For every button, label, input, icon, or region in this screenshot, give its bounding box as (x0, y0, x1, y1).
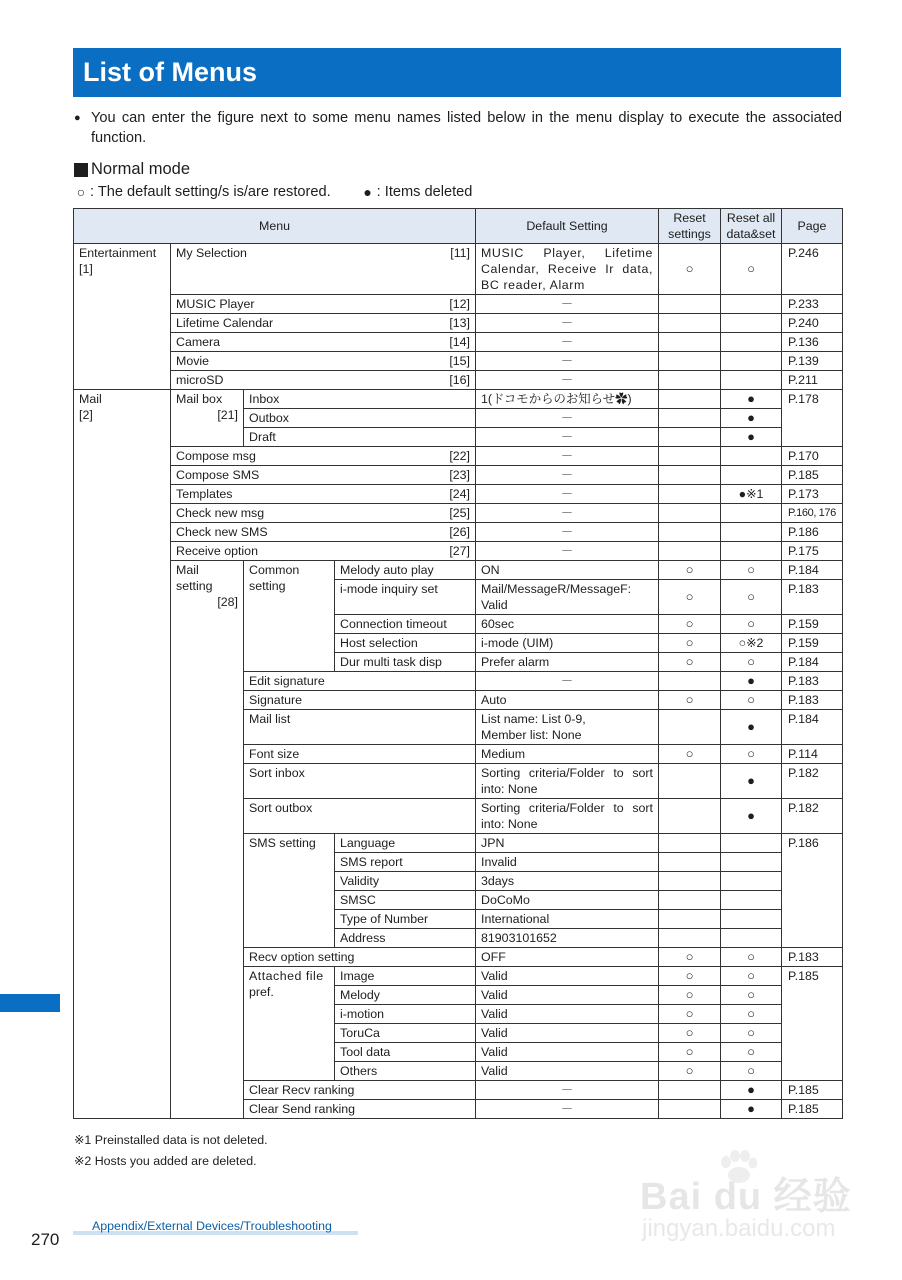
menu-item: i-mode inquiry set (335, 580, 476, 615)
page-ref: P.246 (782, 244, 843, 295)
circle-icon: ○ (659, 691, 721, 710)
page-ref: P.160, 176 (782, 504, 843, 523)
section-heading-text: Normal mode (91, 160, 191, 178)
menu-table (73, 208, 843, 1119)
dash-icon: － (476, 409, 659, 428)
page-ref: P.136 (782, 333, 843, 352)
default-setting: Mail/MessageR/MessageF: Valid (476, 580, 659, 615)
page-ref: P.182 (782, 764, 843, 799)
circle-icon: ○ (721, 653, 782, 672)
circle-icon: ○ (659, 615, 721, 634)
side-index-tab (0, 994, 60, 1012)
page-ref: P.183 (782, 948, 843, 967)
menu-item: Melody auto play (335, 561, 476, 580)
circle-icon: ○ (659, 967, 721, 986)
page-ref: P.173 (782, 485, 843, 504)
bullet-icon: ● (74, 112, 81, 124)
page-ref: P.175 (782, 542, 843, 561)
page-title: List of Menus (83, 57, 257, 87)
default-setting: OFF (476, 948, 659, 967)
col-reset-all: Reset all data&set (721, 209, 782, 244)
page-ref: P.186 (782, 834, 843, 948)
circle-icon: ○ (721, 986, 782, 1005)
group-mail-setting: Mail setting [28] (171, 561, 244, 1119)
menu-item: Clear Send ranking (244, 1100, 476, 1119)
default-setting: 3days (476, 872, 659, 891)
dot-icon: ● (721, 672, 782, 691)
menu-item: Dur multi task disp (335, 653, 476, 672)
default-setting: 60sec (476, 615, 659, 634)
page-ref: P.183 (782, 580, 843, 615)
circle-icon: ○ (659, 561, 721, 580)
dash-icon: － (476, 447, 659, 466)
circle-icon: ○ (659, 1024, 721, 1043)
menu-item: Tool data (335, 1043, 476, 1062)
circle-icon: ○ (721, 615, 782, 634)
table-row (74, 333, 843, 352)
default-setting: Prefer alarm (476, 653, 659, 672)
dot-icon: ● (721, 1081, 782, 1100)
default-setting: 81903101652 (476, 929, 659, 948)
table-row (74, 244, 843, 295)
menu-item: Recv option setting (244, 948, 476, 967)
menu-item: Compose SMS [23] (171, 466, 476, 485)
dot-icon: ● (721, 764, 782, 799)
menu-item: Melody (335, 986, 476, 1005)
default-setting: Valid (476, 1062, 659, 1081)
menu-item: My Selection [11] (171, 244, 476, 295)
dot-icon: ● (363, 184, 372, 200)
circle-icon: ○ (721, 967, 782, 986)
page-ref: P.185 (782, 967, 843, 1081)
menu-item: SMS report (335, 853, 476, 872)
table-row (74, 485, 843, 504)
col-page: Page (782, 209, 843, 244)
page-ref: P.185 (782, 1100, 843, 1119)
dash-icon: － (476, 542, 659, 561)
menu-item: MUSIC Player [12] (171, 295, 476, 314)
group-attached-file-pref: Attached file pref. (244, 967, 335, 1081)
default-setting: MUSIC Player, Lifetime Calendar, Receive Ir data, BC reader, Alarm (476, 244, 659, 295)
circle-icon: ○ (659, 580, 721, 615)
dot-icon: ● (721, 799, 782, 834)
dash-icon: － (476, 1081, 659, 1100)
dash-icon: － (476, 1100, 659, 1119)
page-ref: P.178 (782, 390, 843, 447)
page-title-bar (73, 48, 841, 97)
menu-item: Templates [24] (171, 485, 476, 504)
default-setting: Valid (476, 967, 659, 986)
menu-item: Validity (335, 872, 476, 891)
page-ref: P.139 (782, 352, 843, 371)
page-ref: P.170 (782, 447, 843, 466)
menu-item: Edit signature (244, 672, 476, 691)
menu-item: Clear Recv ranking (244, 1081, 476, 1100)
dash-icon: － (476, 428, 659, 447)
dot-icon: ● (721, 409, 782, 428)
default-setting: Invalid (476, 853, 659, 872)
section-heading (74, 160, 190, 179)
menu-item: Signature (244, 691, 476, 710)
menu-item: Mail list (244, 710, 476, 745)
circle-icon: ○ (721, 244, 782, 295)
circle-icon: ○ (721, 745, 782, 764)
table-row (74, 542, 843, 561)
page-ref: P.182 (782, 799, 843, 834)
watermark-url: jingyan.baidu.com (642, 1215, 836, 1242)
menu-item: Address (335, 929, 476, 948)
legend-dot-text: : Items deleted (376, 184, 473, 200)
menu-item: microSD [16] (171, 371, 476, 390)
dash-icon: － (476, 371, 659, 390)
menu-item: Font size (244, 745, 476, 764)
circle-icon: ○ (659, 634, 721, 653)
page-ref: P.184 (782, 561, 843, 580)
watermark-logo: Bai du 经验 (640, 1176, 852, 1218)
menu-item: Language (335, 834, 476, 853)
footer-section: Appendix/External Devices/Troubleshooting (92, 1219, 332, 1233)
page-ref: P.159 (782, 634, 843, 653)
default-setting: Medium (476, 745, 659, 764)
circle-icon: ○ (721, 1005, 782, 1024)
circle-icon: ○ (721, 561, 782, 580)
table-row (74, 523, 843, 542)
col-menu: Menu (74, 209, 476, 244)
intro-text: You can enter the figure next to some menu names listed below in the menu display to execute the associated function. (91, 110, 842, 146)
group-mail: Mail [2] (74, 390, 171, 1119)
menu-item: Lifetime Calendar [13] (171, 314, 476, 333)
default-setting: ON (476, 561, 659, 580)
table-row (74, 371, 843, 390)
page-ref: P.240 (782, 314, 843, 333)
default-setting: International (476, 910, 659, 929)
footnote-2: ※2 Hosts you added are deleted. (74, 1154, 257, 1168)
page-number: 270 (31, 1230, 60, 1249)
dash-icon: － (476, 672, 659, 691)
menu-item: Check new msg [25] (171, 504, 476, 523)
default-setting: DoCoMo (476, 891, 659, 910)
legend (74, 184, 472, 200)
circle-icon: ○ (659, 1005, 721, 1024)
col-default-setting: Default Setting (476, 209, 659, 244)
table-row (74, 504, 843, 523)
menu-item: Others (335, 1062, 476, 1081)
intro-paragraph (74, 108, 842, 148)
dash-icon: － (476, 352, 659, 371)
circle-icon: ○ (721, 948, 782, 967)
dash-icon: － (476, 295, 659, 314)
menu-item: Inbox (244, 390, 476, 409)
circle-icon: ○ (76, 184, 86, 200)
default-setting: Valid (476, 1043, 659, 1062)
menu-item: Outbox (244, 409, 476, 428)
col-reset-settings: Reset settings (659, 209, 721, 244)
default-setting: Valid (476, 1024, 659, 1043)
circle-icon: ○ (721, 1062, 782, 1081)
table-header-row (74, 209, 843, 244)
table-row (74, 295, 843, 314)
menu-item: Connection timeout (335, 615, 476, 634)
dot-icon: ● (721, 710, 782, 745)
menu-item: Movie [15] (171, 352, 476, 371)
page-ref: P.211 (782, 371, 843, 390)
page-ref: P.186 (782, 523, 843, 542)
default-setting: Sorting criteria/Folder to sort into: None (476, 799, 659, 834)
dash-icon: － (476, 466, 659, 485)
menu-item: i-motion (335, 1005, 476, 1024)
page-ref: P.183 (782, 691, 843, 710)
default-setting: Valid (476, 1005, 659, 1024)
group-common-setting: Common setting (244, 561, 335, 672)
menu-item: Receive option [27] (171, 542, 476, 561)
dash-icon: － (476, 504, 659, 523)
group-entertainment: Entertainment [1] (74, 244, 171, 390)
default-setting: JPN (476, 834, 659, 853)
circle-icon: ○ (659, 244, 721, 295)
menu-item: Host selection (335, 634, 476, 653)
circle-icon: ○ (721, 580, 782, 615)
menu-item: Type of Number (335, 910, 476, 929)
menu-item: SMSC (335, 891, 476, 910)
default-setting: Auto (476, 691, 659, 710)
menu-item: Sort outbox (244, 799, 476, 834)
default-setting: List name: List 0-9, Member list: None (476, 710, 659, 745)
circle-icon: ○ (659, 1043, 721, 1062)
table-row (74, 314, 843, 333)
square-icon (74, 163, 88, 177)
circle-icon: ○ (721, 1024, 782, 1043)
page-ref: P.114 (782, 745, 843, 764)
circle-icon: ○ (659, 1062, 721, 1081)
table-row (74, 447, 843, 466)
default-setting: Sorting criteria/Folder to sort into: None (476, 764, 659, 799)
dot-note-icon: ●※1 (721, 485, 782, 504)
table-row (74, 352, 843, 371)
page-ref: P.184 (782, 653, 843, 672)
footnote-1: ※1 Preinstalled data is not deleted. (74, 1133, 268, 1147)
menu-item: Image (335, 967, 476, 986)
dash-icon: － (476, 333, 659, 352)
default-setting: 1(ドコモからのお知らせ✿) (476, 390, 659, 409)
circle-icon: ○ (659, 986, 721, 1005)
table-row (74, 466, 843, 485)
circle-icon: ○ (659, 745, 721, 764)
menu-item: Sort inbox (244, 764, 476, 799)
table-row (74, 390, 843, 409)
table-row (74, 561, 843, 580)
page-ref: P.185 (782, 466, 843, 485)
dash-icon: － (476, 523, 659, 542)
dot-icon: ● (721, 428, 782, 447)
page-ref: P.159 (782, 615, 843, 634)
menu-item: Camera [14] (171, 333, 476, 352)
circle-icon: ○ (721, 691, 782, 710)
page-ref: P.183 (782, 672, 843, 691)
menu-item: Compose msg [22] (171, 447, 476, 466)
dot-icon: ● (721, 390, 782, 409)
page-ref: P.184 (782, 710, 843, 745)
page-ref: P.185 (782, 1081, 843, 1100)
default-setting: i-mode (UIM) (476, 634, 659, 653)
menu-item: Draft (244, 428, 476, 447)
dash-icon: － (476, 485, 659, 504)
menu-item: ToruCa (335, 1024, 476, 1043)
dash-icon: － (476, 314, 659, 333)
footnotes (74, 1130, 268, 1172)
circle-icon: ○ (659, 653, 721, 672)
default-setting: Valid (476, 986, 659, 1005)
circle-note-icon: ○※2 (721, 634, 782, 653)
menu-item: Check new SMS [26] (171, 523, 476, 542)
page-ref: P.233 (782, 295, 843, 314)
dot-icon: ● (721, 1100, 782, 1119)
group-sms-setting: SMS setting (244, 834, 335, 948)
circle-icon: ○ (721, 1043, 782, 1062)
legend-circle-text: : The default setting/s is/are restored. (90, 184, 331, 200)
circle-icon: ○ (659, 948, 721, 967)
group-mailbox: Mail box [21] (171, 390, 244, 447)
